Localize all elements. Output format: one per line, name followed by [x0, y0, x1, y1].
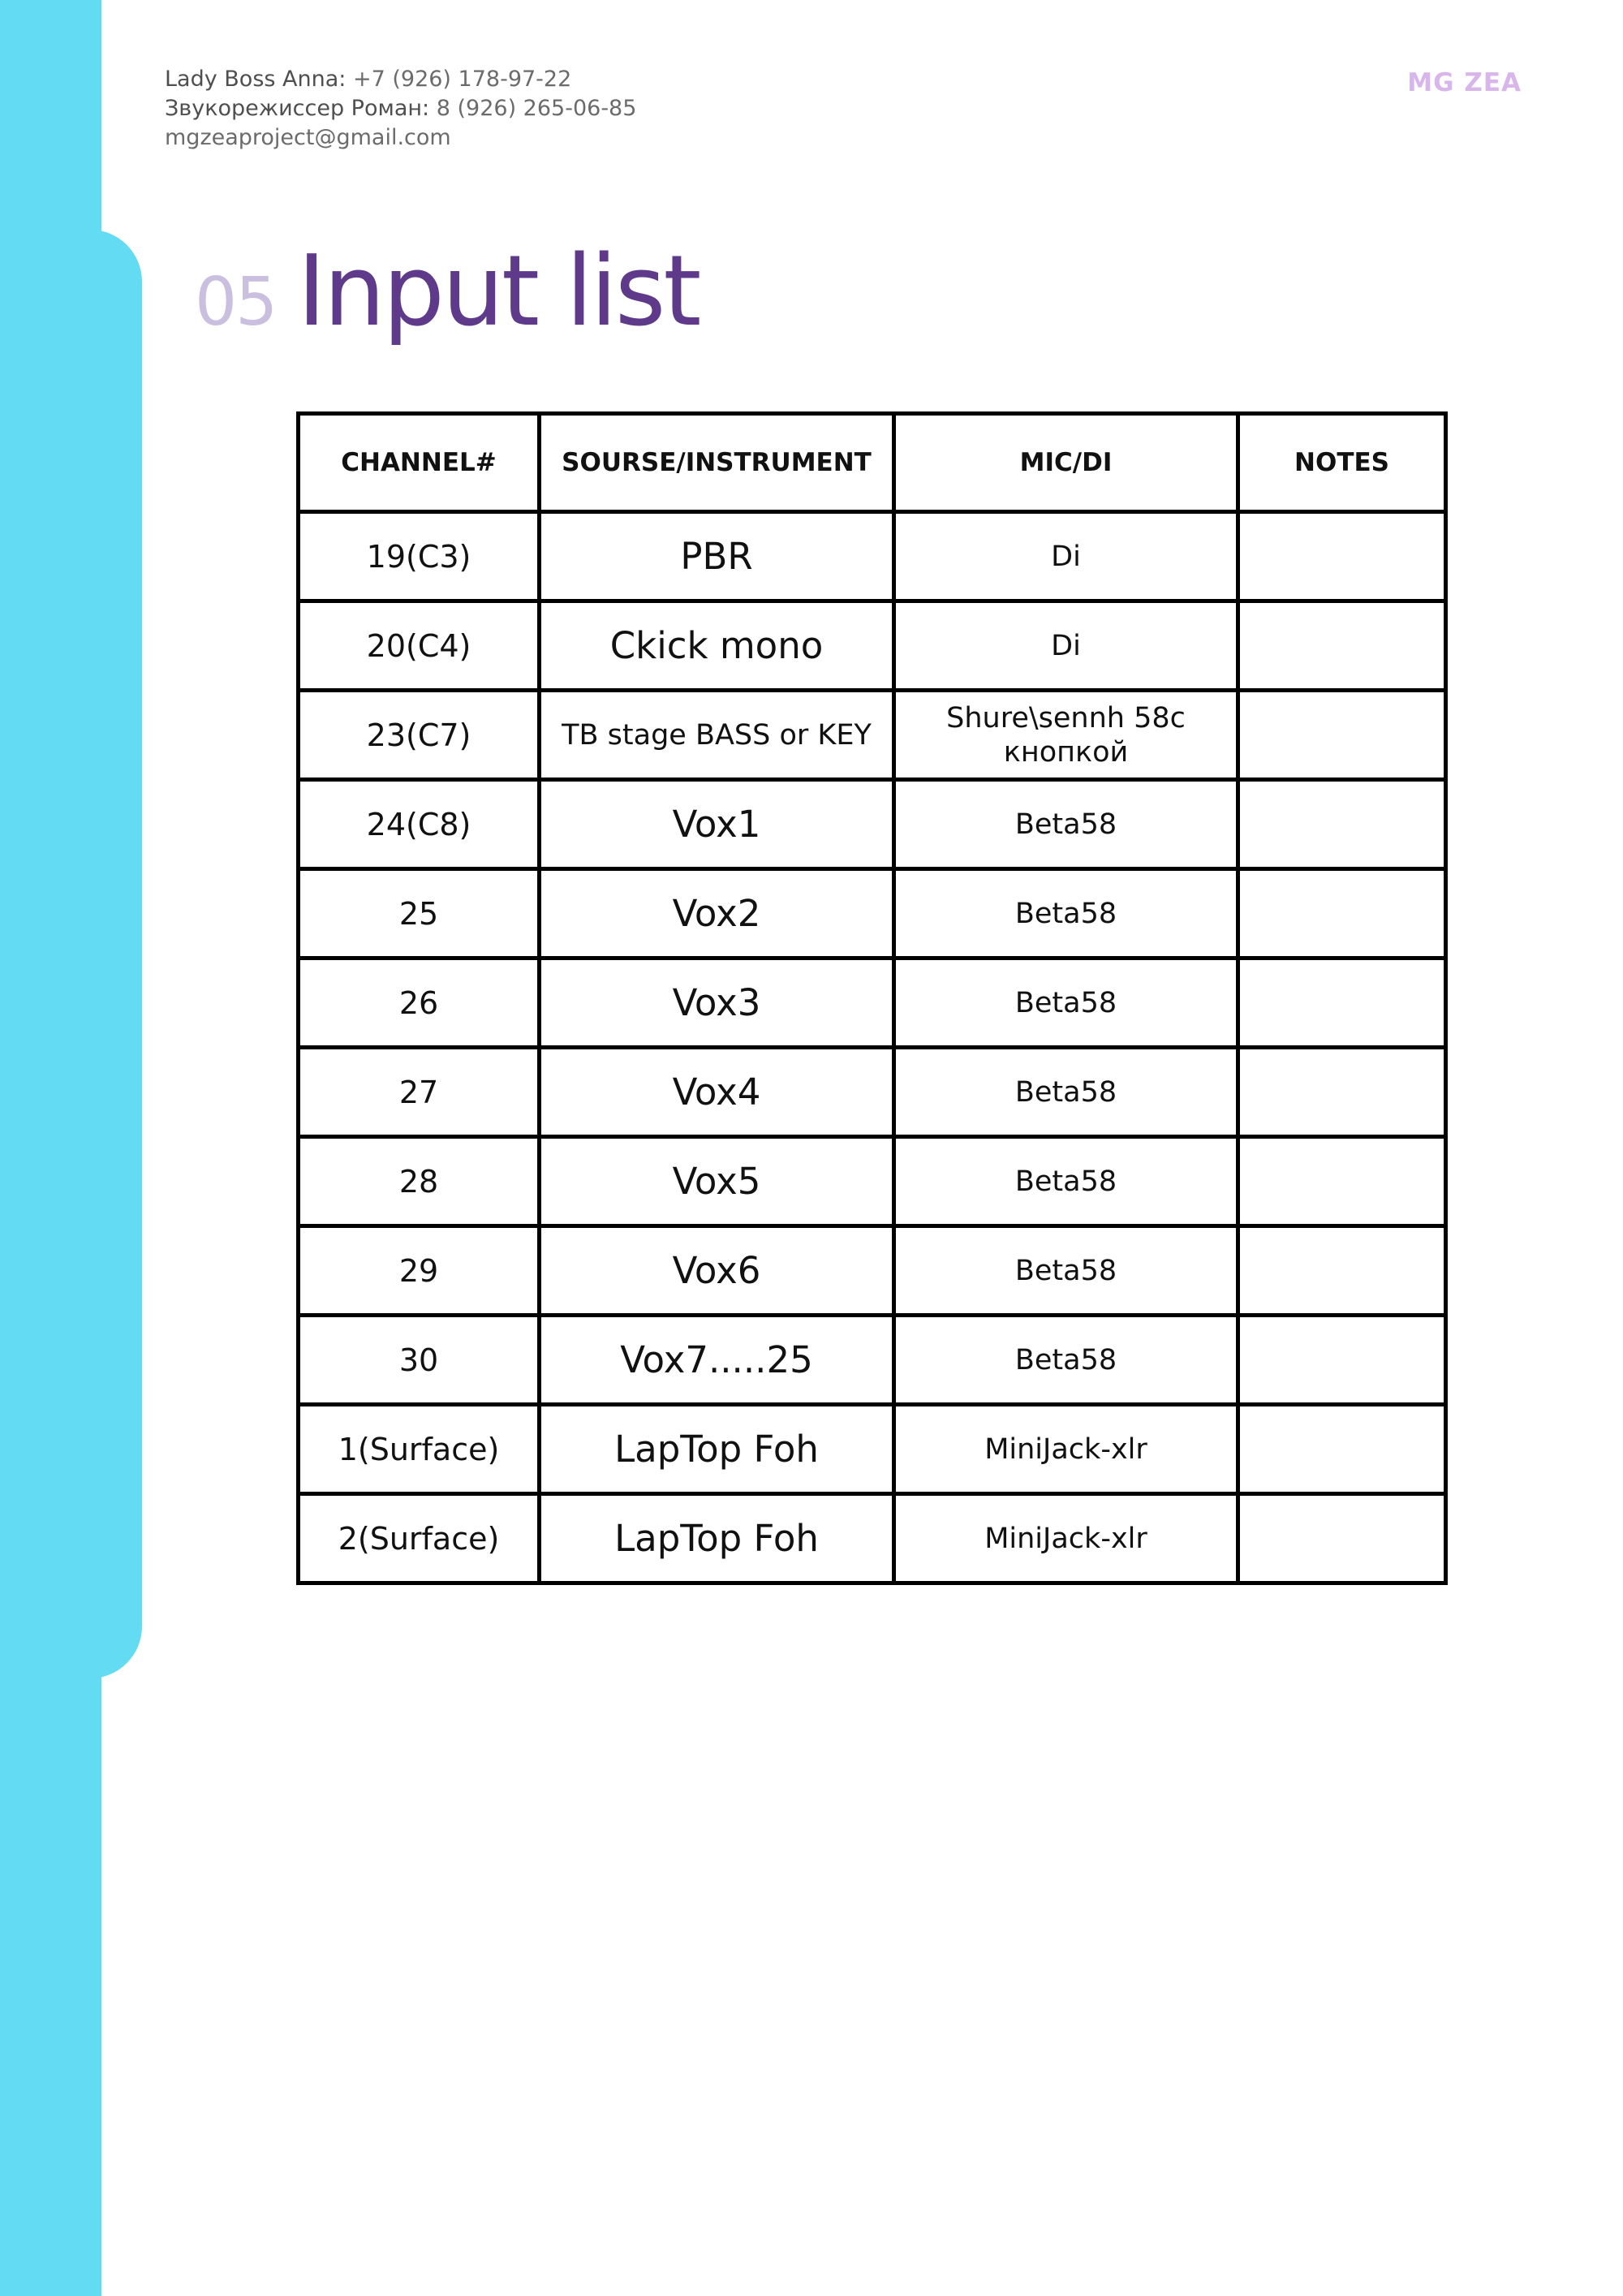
cell-mic: Beta58	[894, 869, 1238, 958]
header-contacts	[165, 65, 636, 153]
contact-line-anna	[165, 65, 636, 94]
page-title: Input list	[297, 235, 700, 348]
cell-source: PBR	[540, 512, 894, 601]
cell-mic: MiniJack-xlr	[894, 1494, 1238, 1583]
cell-notes	[1238, 1137, 1446, 1226]
cell-mic: Di	[894, 601, 1238, 691]
table-row	[299, 958, 1446, 1048]
cell-source: LapTop Foh	[540, 1494, 894, 1583]
cell-notes	[1238, 601, 1446, 691]
cell-channel: 26	[299, 958, 540, 1048]
contact-phone: 8 (926) 265-06-85	[436, 96, 637, 121]
cell-mic: Beta58	[894, 1316, 1238, 1405]
cell-mic: Shure\sennh 58c кнопкой	[894, 691, 1238, 780]
cell-channel: 24(C8)	[299, 780, 540, 869]
cell-notes	[1238, 1405, 1446, 1494]
cell-notes	[1238, 780, 1446, 869]
contact-label: Звукорежиссер Роман:	[165, 96, 430, 121]
cell-source: Vox1	[540, 780, 894, 869]
cell-source: Vox7.....25	[540, 1316, 894, 1405]
side-accent-tab	[0, 230, 142, 1678]
cell-mic: Di	[894, 512, 1238, 601]
cell-source: LapTop Foh	[540, 1405, 894, 1494]
cell-mic: Beta58	[894, 1226, 1238, 1316]
cell-notes	[1238, 691, 1446, 780]
brand-name: MG ZEA	[1407, 68, 1522, 97]
cell-source: TB stage BASS or KEY	[540, 691, 894, 780]
cell-notes	[1238, 1494, 1446, 1583]
header-mic: MIC/DI	[894, 414, 1238, 512]
table-header-row	[299, 414, 1446, 512]
cell-source: Vox3	[540, 958, 894, 1048]
cell-source: Vox5	[540, 1137, 894, 1226]
input-list-table	[296, 411, 1448, 1585]
contact-label: Lady Boss Anna:	[165, 67, 347, 92]
table-row	[299, 780, 1446, 869]
cell-channel: 23(C7)	[299, 691, 540, 780]
table-row	[299, 512, 1446, 601]
cell-notes	[1238, 1048, 1446, 1137]
cell-notes	[1238, 869, 1446, 958]
cell-notes	[1238, 958, 1446, 1048]
cell-mic: Beta58	[894, 780, 1238, 869]
cell-channel: 28	[299, 1137, 540, 1226]
cell-mic: Beta58	[894, 1048, 1238, 1137]
contact-phone: +7 (926) 178-97-22	[352, 67, 572, 92]
table-row	[299, 1137, 1446, 1226]
table-row	[299, 1226, 1446, 1316]
contact-line-roman	[165, 94, 636, 123]
table-row	[299, 1494, 1446, 1583]
cell-channel: 2(Surface)	[299, 1494, 540, 1583]
cell-source: Vox4	[540, 1048, 894, 1137]
header-channel: CHANNEL#	[299, 414, 540, 512]
cell-mic: Beta58	[894, 1137, 1238, 1226]
table-row	[299, 869, 1446, 958]
cell-notes	[1238, 1316, 1446, 1405]
cell-mic: Beta58	[894, 958, 1238, 1048]
header-source: SOURSE/INSTRUMENT	[540, 414, 894, 512]
cell-channel: 20(C4)	[299, 601, 540, 691]
cell-channel: 27	[299, 1048, 540, 1137]
cell-channel: 30	[299, 1316, 540, 1405]
contact-email: mgzeaproject@gmail.com	[165, 125, 451, 150]
cell-source: Ckick mono	[540, 601, 894, 691]
section-number: 05	[195, 264, 277, 341]
table-row	[299, 1048, 1446, 1137]
cell-notes	[1238, 1226, 1446, 1316]
header-notes: NOTES	[1238, 414, 1446, 512]
cell-channel: 25	[299, 869, 540, 958]
table-row	[299, 601, 1446, 691]
table-row	[299, 1316, 1446, 1405]
table-row	[299, 691, 1446, 780]
cell-notes	[1238, 512, 1446, 601]
cell-channel: 29	[299, 1226, 540, 1316]
cell-channel: 1(Surface)	[299, 1405, 540, 1494]
cell-source: Vox6	[540, 1226, 894, 1316]
cell-mic: MiniJack-xlr	[894, 1405, 1238, 1494]
cell-source: Vox2	[540, 869, 894, 958]
section-heading	[195, 235, 700, 348]
cell-channel: 19(C3)	[299, 512, 540, 601]
table-row	[299, 1405, 1446, 1494]
